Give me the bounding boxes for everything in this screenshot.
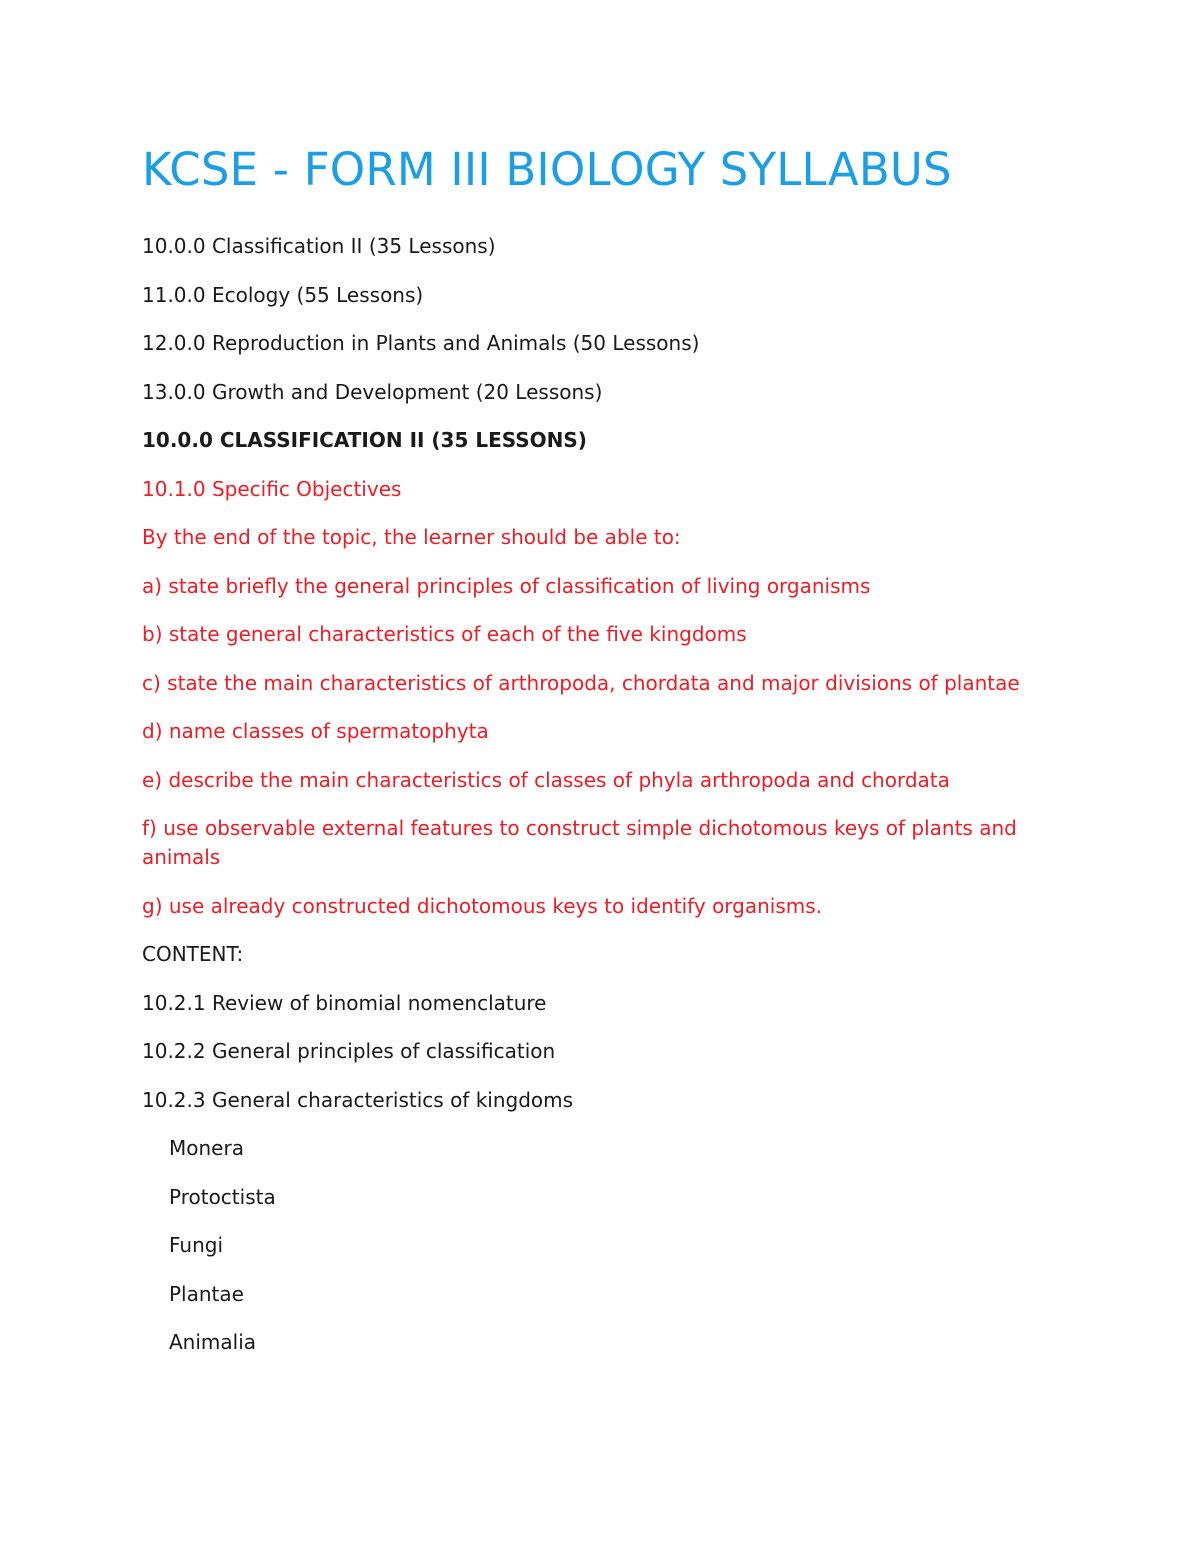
kingdom-item: Monera — [169, 1136, 244, 1160]
objective-item: b) state general characteristics of each of the five kingdoms — [142, 622, 747, 646]
content-item: 10.2.3 General characteristics of kingdoms — [142, 1087, 574, 1112]
kingdom-item: Plantae — [169, 1281, 244, 1306]
objectives-heading: 10.1.0 Specific Objectives — [142, 476, 402, 501]
content-heading: CONTENT: — [142, 942, 244, 966]
overview-item: 12.0.0 Reproduction in Plants and Animals (50 Lessons) — [142, 331, 700, 355]
objective-item: e) describe the main characteristics of classes of phyla arthropoda and chordata — [142, 767, 950, 792]
document-title: KCSE - FORM III BIOLOGY SYLLABUS — [142, 143, 952, 196]
objectives-intro: By the end of the topic, the learner should be able to: — [142, 525, 681, 549]
content-item: 10.2.2 General principles of classification — [142, 1039, 556, 1063]
objective-item: a) state briefly the general principles of classification of living organisms — [142, 573, 871, 598]
content-item: 10.2.1 Review of binomial nomenclature — [142, 990, 547, 1015]
overview-item: 10.0.0 Classification II (35 Lessons) — [142, 234, 496, 258]
objective-item: g) use already constructed dichotomous keys to identify organisms. — [142, 893, 823, 918]
kingdom-item: Protoctista — [169, 1184, 276, 1209]
section-heading: 10.0.0 CLASSIFICATION II (35 LESSONS) — [142, 428, 587, 452]
kingdom-item: Fungi — [169, 1233, 224, 1257]
objective-item: c) state the main characteristics of arthropoda, chordata and major divisions of plantae — [142, 670, 1020, 695]
objective-item: d) name classes of spermatophyta — [142, 719, 489, 743]
overview-item: 13.0.0 Growth and Development (20 Lessons) — [142, 379, 603, 404]
objective-item: f) use observable external features to construct simple dichotomous keys of plants and animals — [142, 816, 1017, 869]
document-page — [142, 138, 1062, 1377]
overview-item: 11.0.0 Ecology (55 Lessons) — [142, 282, 424, 307]
kingdom-item: Animalia — [169, 1330, 257, 1354]
